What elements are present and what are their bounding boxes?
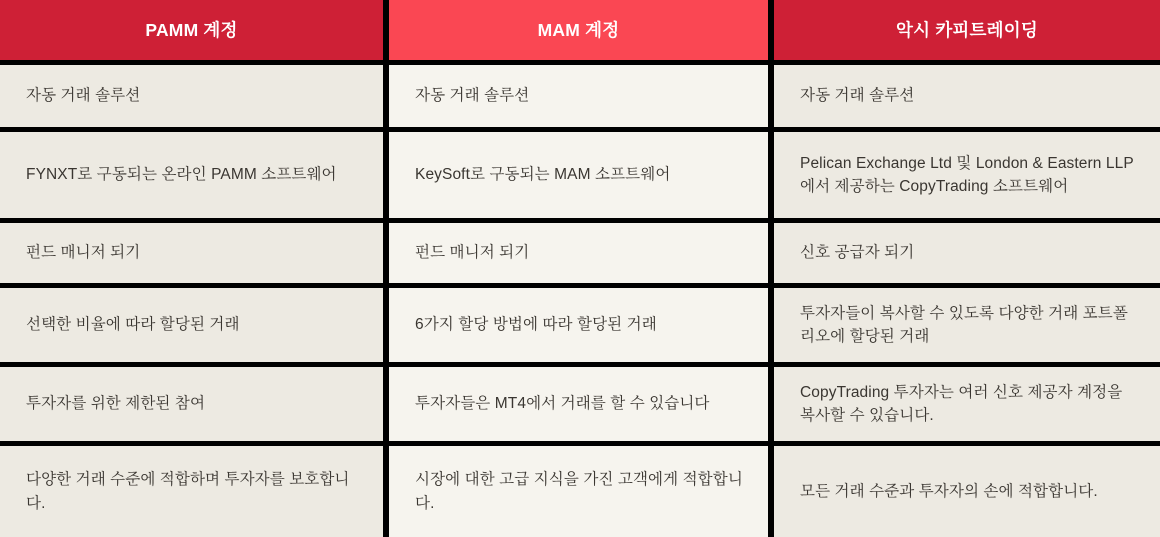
table-cell: 투자자를 위한 제한된 참여 [0, 367, 383, 441]
column-header-mam: MAM 계정 [389, 0, 768, 60]
table-cell: 6가지 할당 방법에 따라 할당된 거래 [389, 288, 768, 362]
table-cell: 투자자들은 MT4에서 거래를 할 수 있습니다 [389, 367, 768, 441]
table-cell: KeySoft로 구동되는 MAM 소프트웨어 [389, 132, 768, 218]
table-cell: 선택한 비율에 따라 할당된 거래 [0, 288, 383, 362]
table-cell: 시장에 대한 고급 지식을 가진 고객에게 적합합니다. [389, 446, 768, 537]
table-cell: 펀드 매니저 되기 [389, 223, 768, 283]
column-header-pamm: PAMM 계정 [0, 0, 383, 60]
table-cell: 펀드 매니저 되기 [0, 223, 383, 283]
table-cell: FYNXT로 구동되는 온라인 PAMM 소프트웨어 [0, 132, 383, 218]
table-cell: 자동 거래 솔루션 [774, 65, 1160, 127]
column-header-axi-copytrading: 악시 카피트레이딩 [774, 0, 1160, 60]
table-cell: 자동 거래 솔루션 [389, 65, 768, 127]
table-cell: 모든 거래 수준과 투자자의 손에 적합합니다. [774, 446, 1160, 537]
table-cell: 투자자들이 복사할 수 있도록 다양한 거래 포트폴리오에 할당된 거래 [774, 288, 1160, 362]
table-cell: 자동 거래 솔루션 [0, 65, 383, 127]
table-cell: CopyTrading 투자자는 여러 신호 제공자 계정을 복사할 수 있습니다. [774, 367, 1160, 441]
table-cell: Pelican Exchange Ltd 및 London & Eastern LLP에서 제공하는 CopyTrading 소프트웨어 [774, 132, 1160, 218]
table-cell: 신호 공급자 되기 [774, 223, 1160, 283]
table-cell: 다양한 거래 수준에 적합하며 투자자를 보호합니다. [0, 446, 383, 537]
